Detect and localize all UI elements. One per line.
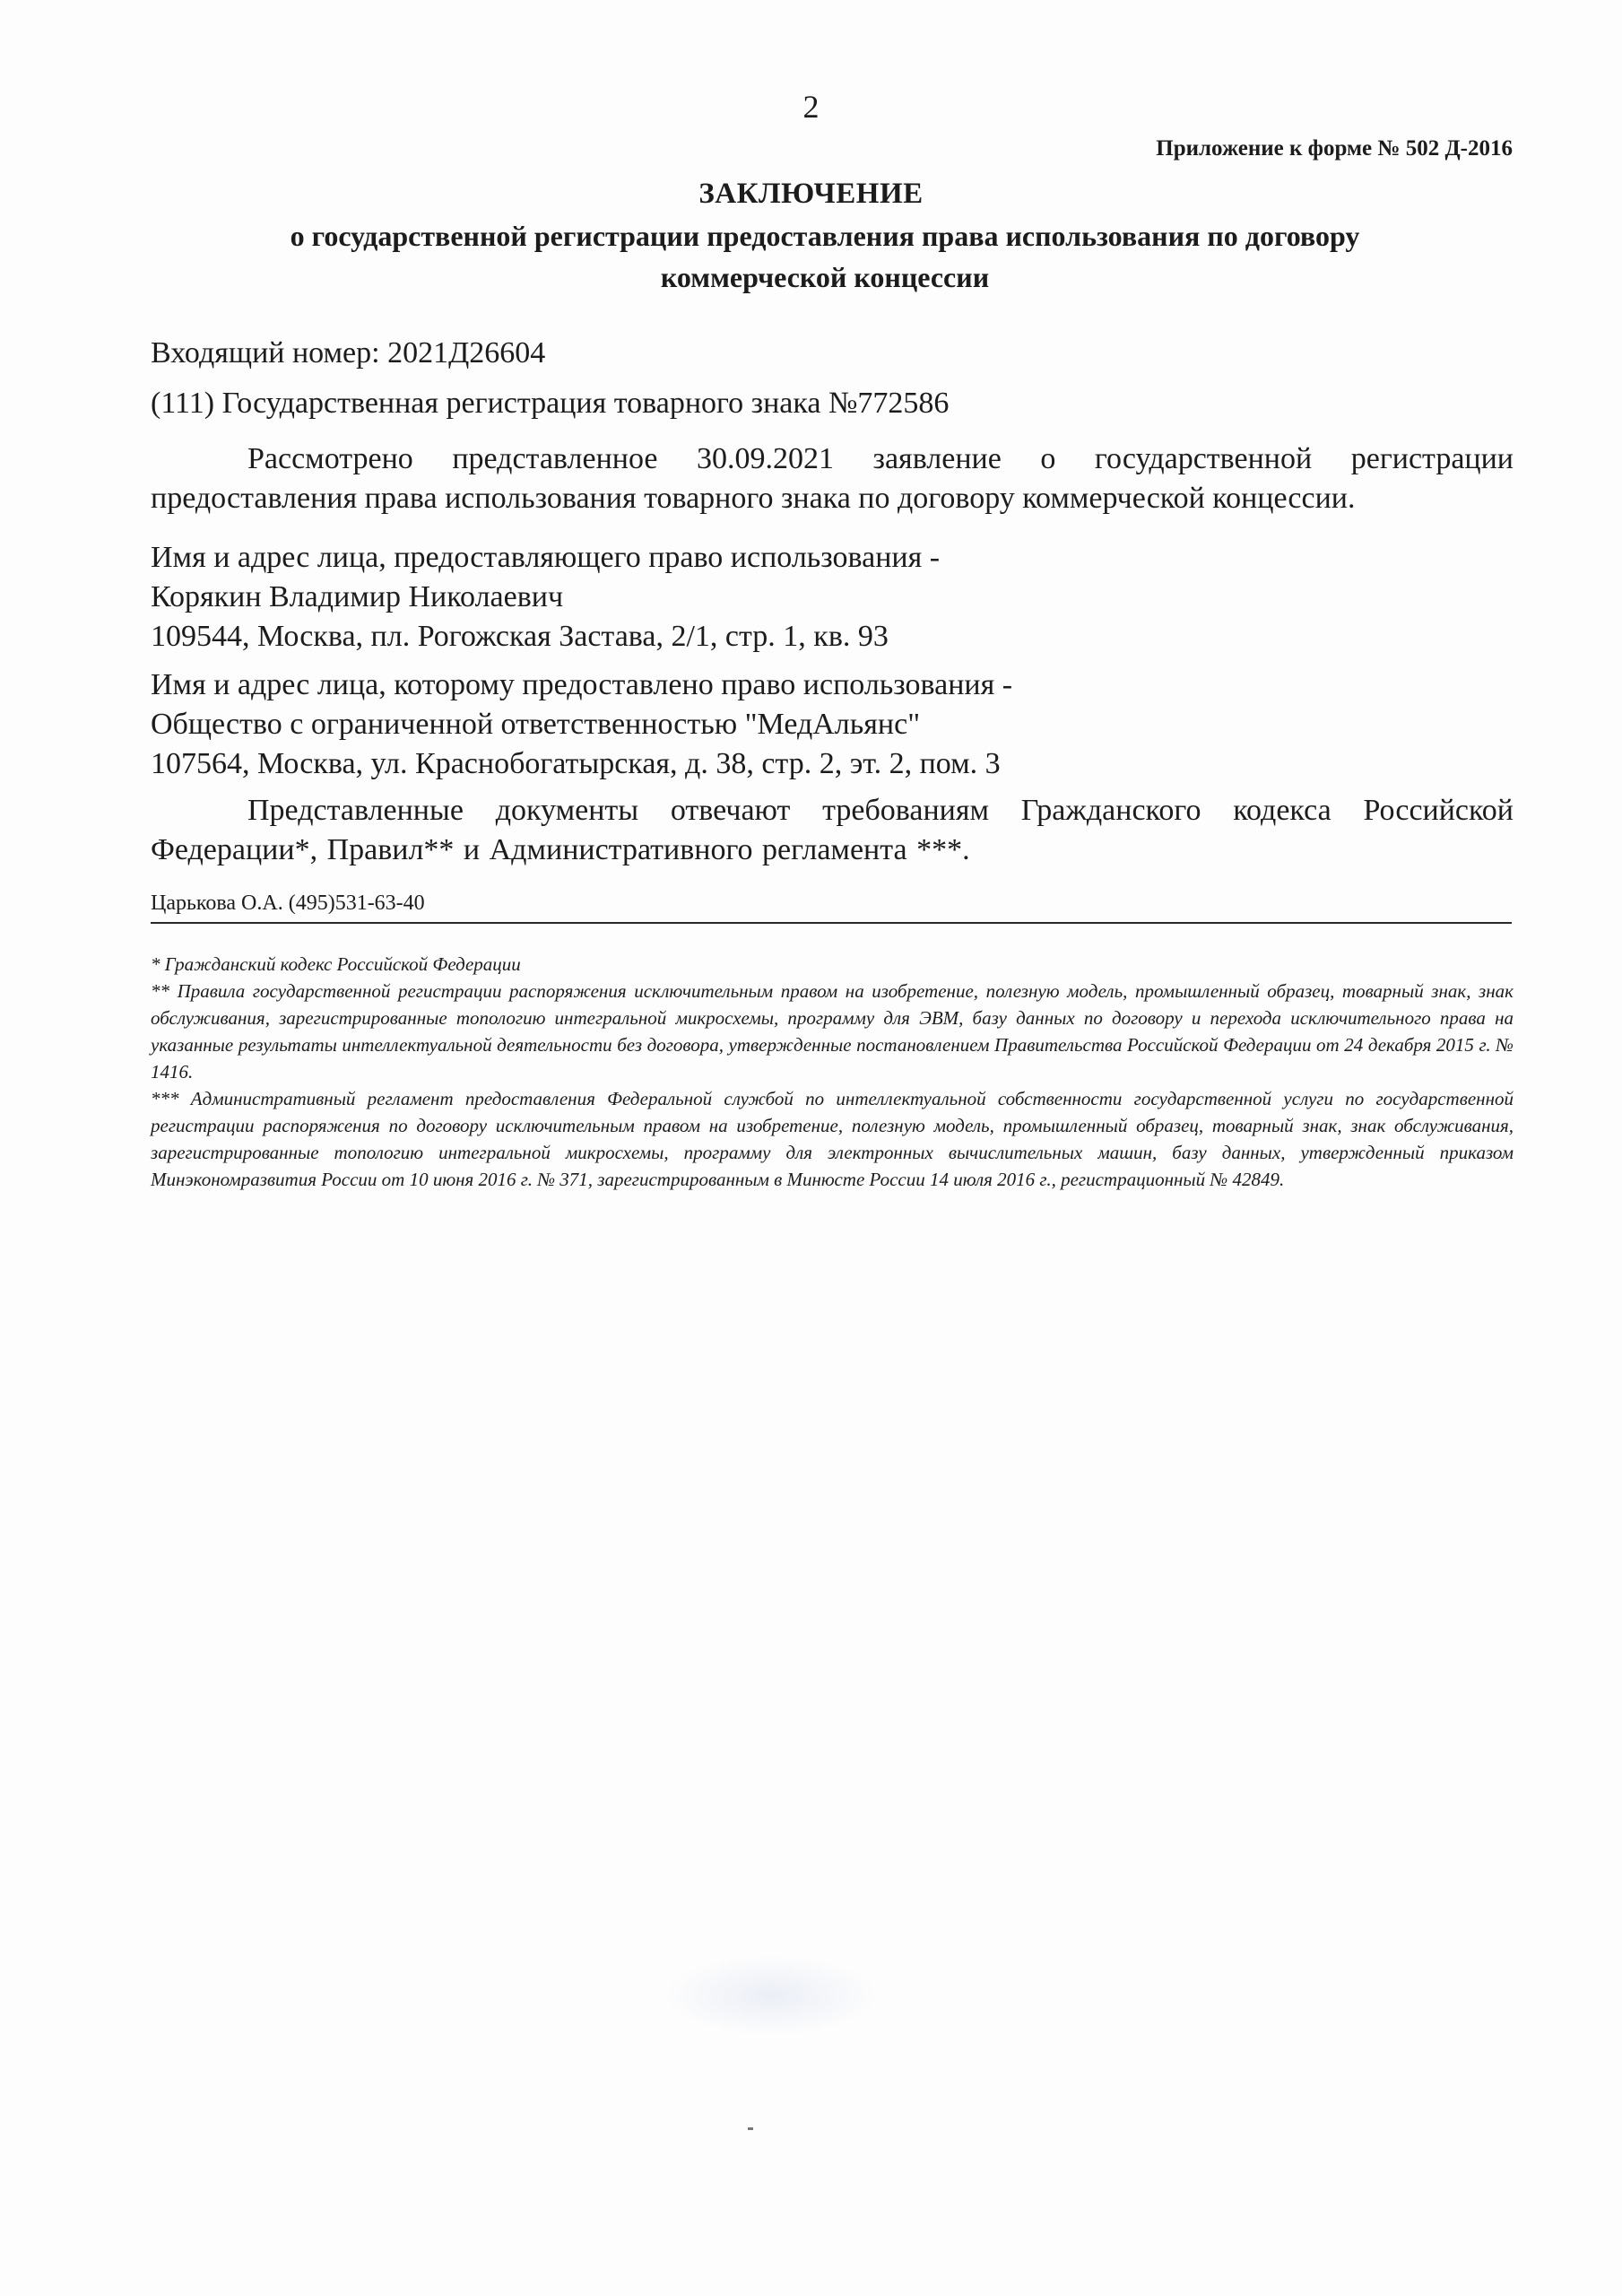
- grantee-label: Имя и адрес лица, которому предоставлено право использования -: [151, 668, 1013, 701]
- document-title: ЗАКЛЮЧЕНИЕ: [698, 178, 924, 210]
- faint-stamp-mark: [664, 1955, 879, 2036]
- grantor-label: Имя и адрес лица, предоставляющего право использования -: [151, 541, 941, 574]
- grantee-block: [151, 665, 1514, 784]
- grantor-address: 109544, Москва, пл. Рогожская Застава, 2/1, стр. 1, кв. 93: [151, 620, 889, 653]
- conformity-paragraph: Представленные документы отвечают требованиям Гражданского кодекса Российской Федерации*, Правил** и Административного регламента ***.: [151, 794, 1514, 866]
- footnote-divider: [151, 922, 1512, 924]
- considered-paragraph: Рассмотрено представленное 30.09.2021 заявление о государственной регистрации предоставления права использования товарного знака по договору коммерческой концессии.: [151, 442, 1514, 515]
- form-appendix-label: Приложение к форме № 502 Д-2016: [1156, 136, 1513, 161]
- trademark-registration: (111) Государственная регистрация товарного знака №772586: [151, 387, 950, 420]
- grantor-block: [151, 538, 1514, 657]
- grantor-name: Корякин Владимир Николаевич: [151, 580, 564, 613]
- scan-speck: [748, 2127, 753, 2130]
- document-subtitle: о государственной регистрации предоставления права использования по договору коммерческой концессии: [290, 220, 1360, 293]
- footnotes: [151, 951, 1514, 1193]
- footnote-regulation: *** Административный регламент предоставления Федеральной службой по интеллектуальной собственности государственной услуги по государственной регистрации распоряжения по договору исключительным правом на изобретение, полезную модель, промышленный образец, товарный знак, знак обслуживания, зарегистрированные топологию интегральной микросхемы, программу для электронных вычислительных машин, базу данных, утвержденный приказом Минэкономразвития России от 10 июня 2016 г. № 371, зарегистрированным в Минюсте России 14 июля 2016 г., регистрационный № 42849.: [151, 1088, 1514, 1190]
- footnote-civil-code: * Гражданский кодекс Российской Федерации: [151, 953, 521, 975]
- page-number: 2: [802, 89, 820, 125]
- signer-contact: Царькова О.А. (495)531-63-40: [151, 891, 425, 915]
- footnote-rules: ** Правила государственной регистрации распоряжения исключительным правом на изобретение, полезную модель, промышленный образец, товарный знак, знак обслуживания, зарегистрированные топологию интегральной микросхемы, программу для ЭВМ, базу данных по договору и перехода исключительного права на указанные результаты интеллектуальной деятельности без договора, утвержденные постановлением Правительства Российской Федерации от 24 декабря 2015 г. № 1416.: [151, 980, 1514, 1083]
- incoming-number: Входящий номер: 2021Д26604: [151, 336, 546, 370]
- grantee-address: 107564, Москва, ул. Краснобогатырская, д. 38, стр. 2, эт. 2, пом. 3: [151, 747, 1001, 780]
- grantee-name: Общество с ограниченной ответственностью "МедАльянс": [151, 708, 921, 741]
